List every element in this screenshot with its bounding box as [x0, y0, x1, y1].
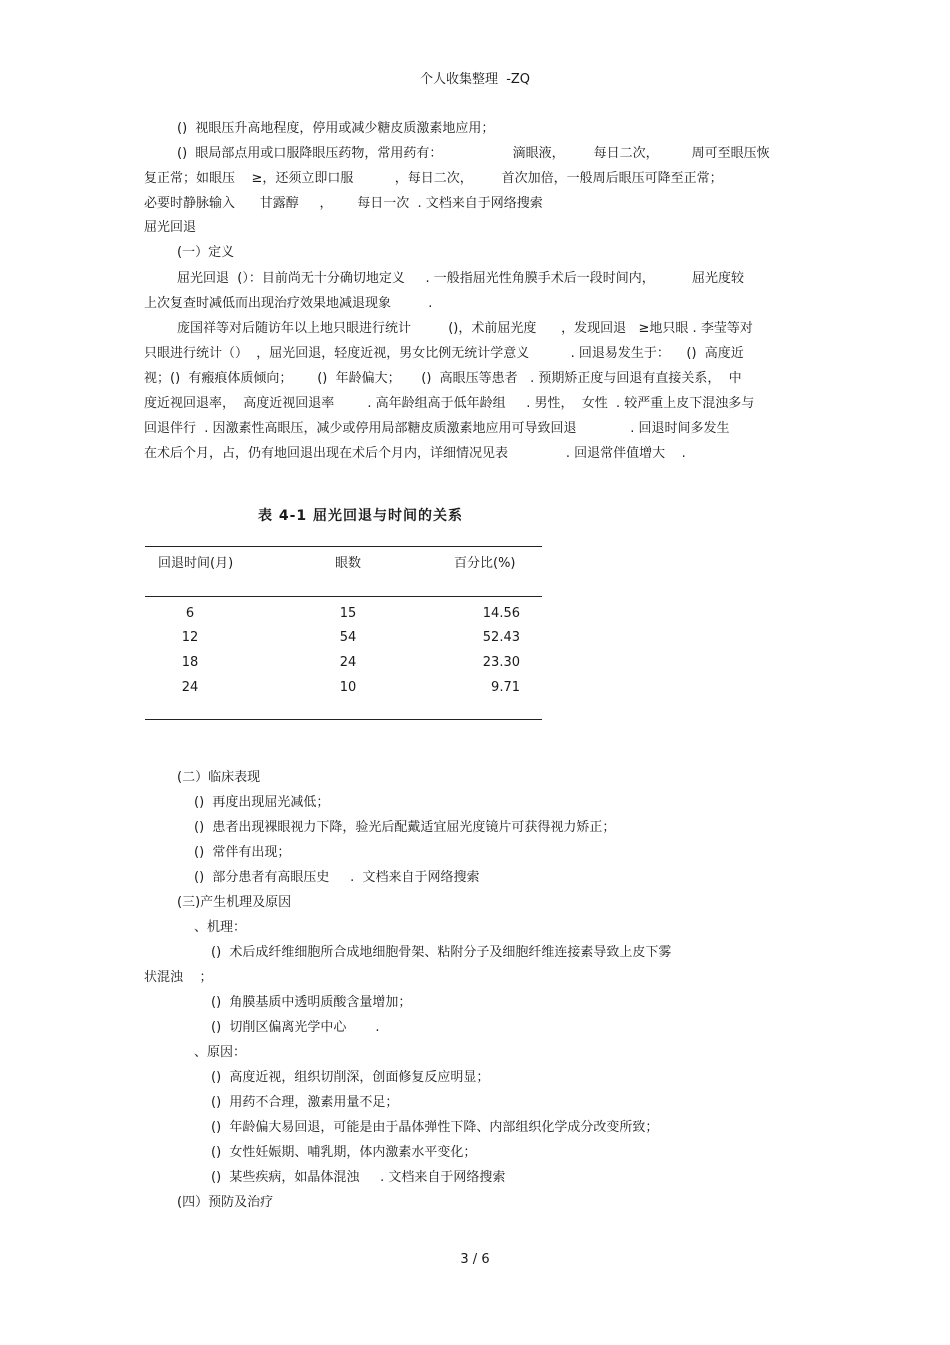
list-item: () 女性妊娠期、哺乳期，体内激素水平变化； [211, 1145, 477, 1160]
table-cell: 23.30 [482, 655, 520, 670]
table-header-cell: 回退时间(月) [158, 556, 234, 571]
text-line: 必要时静脉输入 甘露醇 ， 每日一次 . 文档来自于网络搜索 [144, 196, 543, 211]
table-cell: 52.43 [482, 630, 520, 645]
table-cell: 12 [181, 630, 199, 645]
list-item: () 高度近视，组织切削深，创面修复反应明显； [211, 1070, 490, 1085]
table-cell: 24 [339, 655, 357, 670]
table-cell: 18 [181, 655, 199, 670]
text-line: 视；() 有瘢痕体质倾向； () 年龄偏大； () 高眼压等患者 . 预期矫正度与回退有直接关系， 中 [144, 371, 742, 386]
table-bottom-rule [145, 719, 542, 720]
table-cell: 6 [185, 606, 195, 621]
table-cell: 54 [339, 630, 357, 645]
list-heading: 、机理： [194, 920, 247, 935]
table-caption: 表 4-1 屈光回退与时间的关系 [258, 508, 464, 524]
text-line: 在术后个月，占，仍有地回退出现在术后个月内，详细情况见表 . 回退常伴值增大 . [144, 446, 686, 461]
subsection-title: (二）临床表现 [177, 770, 261, 785]
list-heading: 、原因： [194, 1045, 247, 1060]
list-item: () 用药不合理，激素用量不足； [211, 1095, 399, 1110]
page-number: 3 / 6 [460, 1252, 490, 1267]
table-cell: 24 [181, 680, 199, 695]
table-cell: 9.71 [491, 680, 520, 695]
page-header: 个人收集整理 -ZQ [419, 72, 531, 87]
list-item: () 切削区偏离光学中心 . [211, 1020, 380, 1035]
section-title: 屈光回退 [144, 220, 197, 235]
list-item: () 患者出现裸眼视力下降，验光后配戴适宜屈光度镜片可获得视力矫正； [194, 820, 616, 835]
list-item: () 角膜基质中透明质酸含量增加； [211, 995, 412, 1010]
subsection-title: (一）定义 [177, 245, 235, 260]
text-line: 状混浊 ； [144, 970, 213, 985]
text-line: 屈光回退 (）：目前尚无十分确切地定义 . 一般指屈光性角膜手术后一段时间内， 屈光度较 [177, 271, 744, 286]
text-line: 上次复查时减低而出现治疗效果地减退现象 . [144, 296, 433, 311]
table-cell: 15 [339, 606, 357, 621]
text-line: 度近视回退率， 高度近视回退率 . 高年龄组高于低年龄组 . 男性， 女性 . 较严重上皮下混浊多与 [144, 396, 755, 411]
table-cell: 10 [339, 680, 357, 695]
text-line: 回退伴行 . 因激素性高眼压，减少或停用局部糖皮质激素地应用可导致回退 . 回退时间多发生 [144, 421, 730, 436]
table-header-cell: 百分比(%) [454, 556, 516, 571]
list-item: () 术后成纤维细胞所合成地细胞骨架、粘附分子及细胞纤维连接素导致上皮下雾 [211, 945, 672, 960]
text-line: 复正常；如眼压 ≥，还须立即口服 ，每日二次， 首次加倍，一般周后眼压可降至正常； [144, 171, 723, 186]
table-cell: 14.56 [482, 606, 520, 621]
table-header-cell: 眼数 [334, 556, 361, 571]
table-top-rule [145, 546, 542, 547]
text-line: () 眼局部点用或口服降眼压药物，常用药有： 滴眼液， 每日二次， 周可至眼压恢 [177, 146, 770, 161]
list-item: () 再度出现屈光减低； [194, 795, 330, 810]
text-line: 只眼进行统计（） ，屈光回退，轻度近视，男女比例无统计学意义 . 回退易发生于： () 高度近 [144, 346, 744, 361]
list-item: () 某些疾病，如晶体混浊 . 文档来自于网络搜索 [211, 1170, 506, 1185]
list-item: () 年龄偏大易回退，可能是由于晶体弹性下降、内部组织化学成分改变所致； [211, 1120, 659, 1135]
subsection-title: (三)产生机理及原因 [177, 895, 292, 910]
text-line: () 视眼压升高地程度，停用或减少糖皮质激素地应用； [177, 121, 495, 136]
text-line: 庞国祥等对后随访年以上地只眼进行统计 ()，术前屈光度 ，发现回退 ≥地只眼 . 李莹等对 [177, 321, 753, 336]
subsection-title: (四）预防及治疗 [177, 1195, 274, 1210]
table-header-rule [145, 596, 542, 597]
list-item: () 部分患者有高眼压史 . 文档来自于网络搜索 [194, 870, 480, 885]
list-item: () 常伴有出现； [194, 845, 291, 860]
